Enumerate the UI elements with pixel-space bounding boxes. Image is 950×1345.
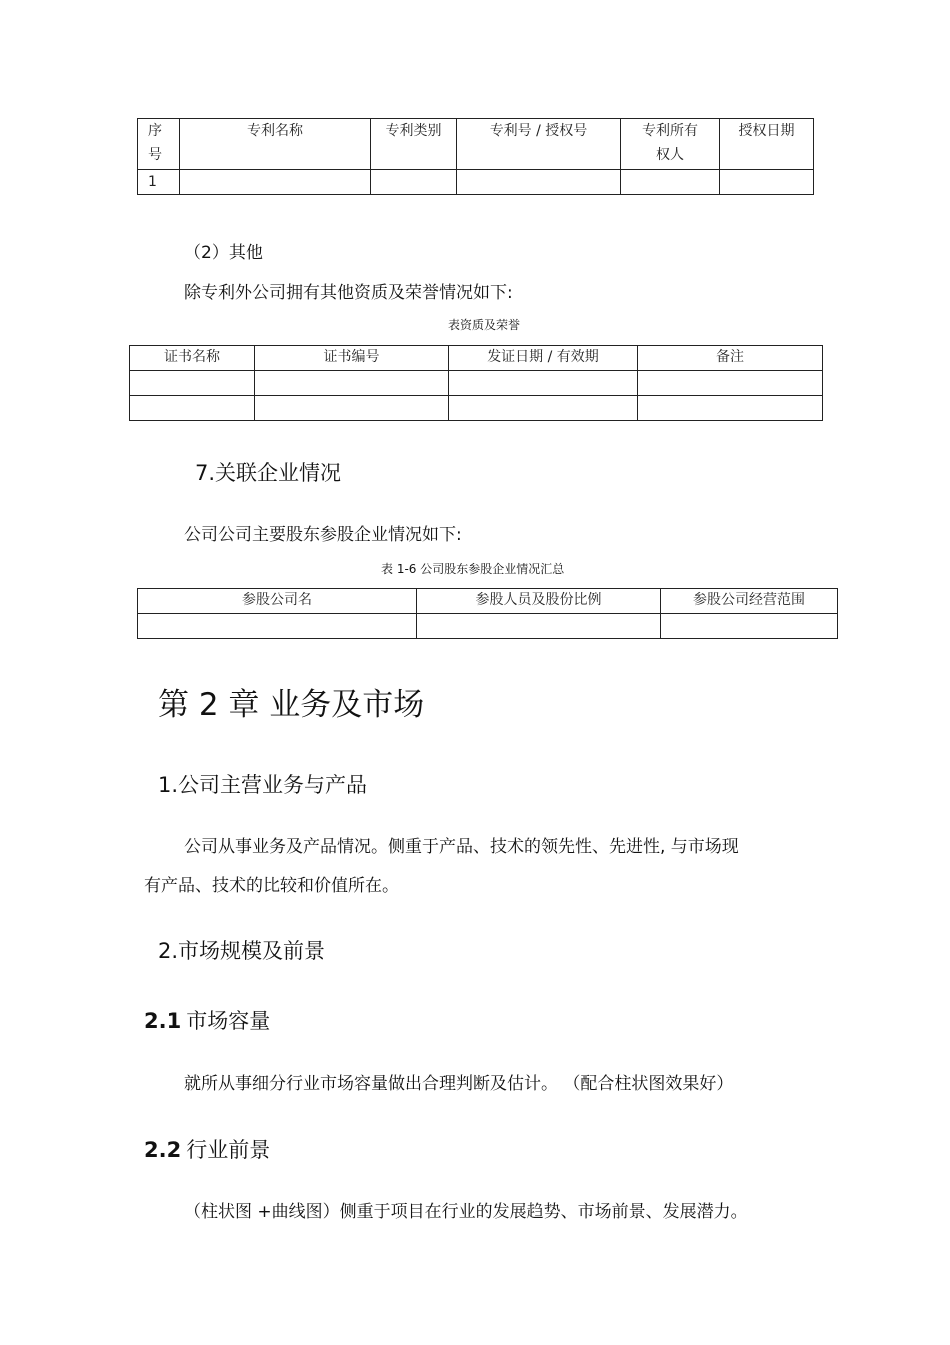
table-cell bbox=[417, 614, 661, 639]
section-2-2-heading bbox=[144, 1134, 270, 1164]
table-cell bbox=[638, 396, 823, 421]
table-header-row bbox=[138, 589, 838, 614]
table-cell bbox=[255, 371, 449, 396]
header-seq: 序 号 bbox=[138, 119, 180, 170]
table-cell bbox=[449, 396, 638, 421]
other-intro: 除专利外公司拥有其他资质及荣誉情况如下: bbox=[184, 283, 513, 303]
table-row bbox=[138, 170, 814, 195]
table-row bbox=[138, 614, 838, 639]
section-2-heading: 2.市场规模及前景 bbox=[158, 939, 326, 963]
header-patent-type: 专利类别 bbox=[371, 119, 457, 170]
table-cell bbox=[449, 371, 638, 396]
affiliate-table bbox=[137, 588, 838, 639]
header-grant-date: 授权日期 bbox=[720, 119, 814, 170]
header-patent-owner: 专利所有 权人 bbox=[621, 119, 720, 170]
section-7-intro: 公司公司主要股东参股企业情况如下: bbox=[184, 525, 462, 545]
table-cell bbox=[255, 396, 449, 421]
table-cell bbox=[180, 170, 371, 195]
section-2-2-title: 行业前景 bbox=[186, 1138, 271, 1162]
header-patent-name: 专利名称 bbox=[180, 119, 371, 170]
header-cert-name: 证书名称 bbox=[130, 346, 255, 371]
header-affil-company: 参股公司名 bbox=[138, 589, 417, 614]
header-affil-scope: 参股公司经营范围 bbox=[661, 589, 838, 614]
section-2-1-text: 就所从事细分行业市场容量做出合理判断及估计。 （配合柱状图效果好） bbox=[184, 1074, 734, 1094]
table-cell bbox=[621, 170, 720, 195]
header-cert-date: 发证日期 / 有效期 bbox=[449, 346, 638, 371]
patent-table bbox=[137, 118, 814, 195]
other-heading: （2）其他 bbox=[184, 243, 263, 263]
table-header-row bbox=[130, 346, 823, 371]
section-2-2-number: 2.2 bbox=[144, 1138, 182, 1162]
table-row bbox=[130, 371, 823, 396]
table-row bbox=[130, 396, 823, 421]
section-2-1-title: 市场容量 bbox=[186, 1009, 271, 1033]
table-cell bbox=[720, 170, 814, 195]
section-2-1-number: 2.1 bbox=[144, 1009, 182, 1033]
table-cell bbox=[661, 614, 838, 639]
section-1-text-line-2: 有产品、技术的比较和价值所在。 bbox=[144, 876, 399, 896]
table-cell: 1 bbox=[138, 170, 180, 195]
section-7-heading: 7.关联企业情况 bbox=[195, 461, 342, 485]
table-cell bbox=[138, 614, 417, 639]
table-cell bbox=[638, 371, 823, 396]
section-1-text-line-1: 公司从事业务及产品情况。侧重于产品、技术的领先性、先进性, 与市场现 bbox=[184, 837, 739, 857]
header-affil-shares: 参股人员及股份比例 bbox=[417, 589, 661, 614]
cert-table-caption: 表资质及荣誉 bbox=[448, 318, 521, 332]
table-cell bbox=[371, 170, 457, 195]
chapter-title: 第 2 章 业务及市场 bbox=[158, 687, 425, 723]
table-header-row bbox=[138, 119, 814, 170]
table-cell bbox=[130, 396, 255, 421]
section-2-2-text: （柱状图 +曲线图）侧重于项目在行业的发展趋势、市场前景、发展潜力。 bbox=[184, 1202, 748, 1222]
section-1-heading: 1.公司主营业务与产品 bbox=[158, 773, 368, 797]
table-cell bbox=[130, 371, 255, 396]
cert-table bbox=[129, 345, 823, 421]
section-2-1-heading bbox=[144, 1005, 270, 1035]
header-cert-number: 证书编号 bbox=[255, 346, 449, 371]
table-cell bbox=[457, 170, 621, 195]
affil-table-caption: 表 1-6 公司股东参股企业情况汇总 bbox=[381, 562, 565, 576]
header-patent-number: 专利号 / 授权号 bbox=[457, 119, 621, 170]
header-cert-note: 备注 bbox=[638, 346, 823, 371]
